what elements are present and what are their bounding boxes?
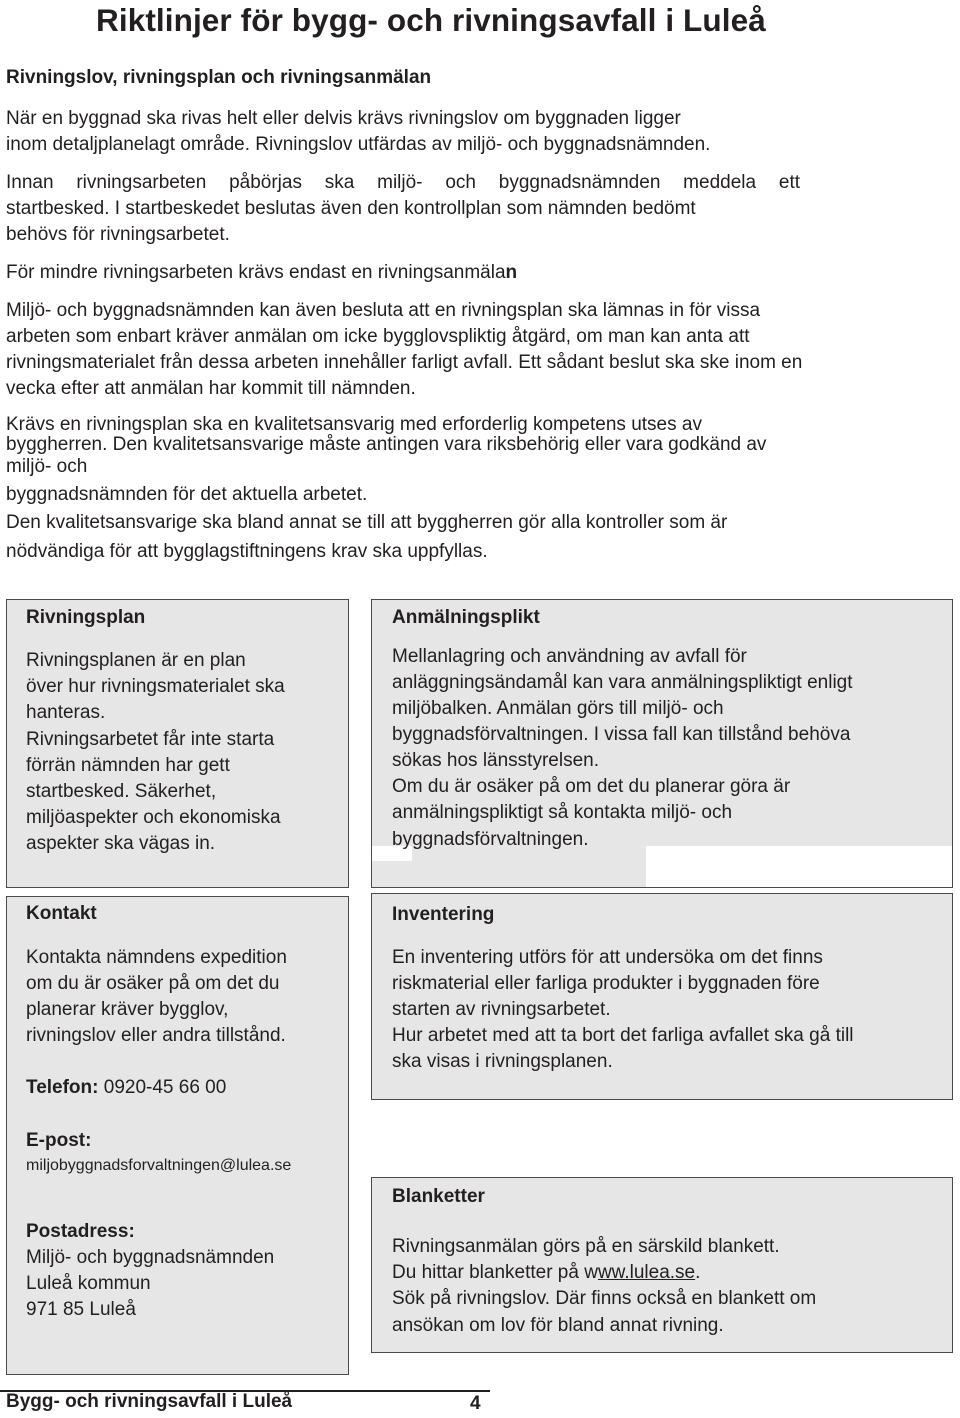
rivningsplan-line: förrän nämnden har gett	[26, 755, 230, 776]
anmalningsplikt-box	[371, 599, 953, 888]
rivningsplan-line: aspekter ska vägas in.	[26, 833, 216, 854]
anmalningsplikt-line: anläggningsändamål kan vara anmälningspliktigt enligt	[392, 672, 853, 693]
rivningsplan-line: hanteras.	[26, 702, 106, 723]
inventering-title: Inventering	[392, 904, 495, 925]
intro-line: behövs för rivningsarbetet.	[6, 224, 230, 245]
quality-line: Krävs en rivningsplan ska en kvalitetsansvarig med erforderlig kompetens utses av	[6, 414, 702, 435]
phone-line	[26, 1077, 226, 1099]
email-label: E-post:	[26, 1130, 92, 1151]
inventering-line: ska visas i rivningsplanen.	[392, 1051, 613, 1072]
anmalningsplikt-line: byggnadsförvaltningen.	[392, 829, 589, 850]
rivningsplan-title: Rivningsplan	[26, 607, 146, 628]
postal-line: Miljö- och byggnadsnämnden	[26, 1247, 275, 1268]
rivningsplan-line: över hur rivningsmaterialet ska	[26, 676, 285, 697]
anmalningsplikt-line: sökas hos länsstyrelsen.	[392, 750, 599, 771]
anmalningsplikt-line: Mellanlagring och användning av avfall för	[392, 646, 747, 667]
kontakt-line: om du är osäker på om det du	[26, 973, 280, 994]
footer-title: Bygg- och rivningsavfall i Luleå	[6, 1391, 293, 1412]
inventering-box	[371, 893, 953, 1100]
kontakt-title: Kontakt	[26, 903, 97, 924]
rivningsplan-line: startbesked. Säkerhet,	[26, 781, 217, 802]
blanketter-line: Rivningsanmälan görs på en särskild blankett.	[392, 1236, 780, 1257]
kontakt-line: planerar kräver bygglov,	[26, 999, 229, 1020]
blanketter-line: ansökan om lov för bland annat rivning.	[392, 1315, 724, 1336]
kontakt-box	[6, 896, 349, 1375]
blanketter-box	[371, 1177, 953, 1353]
email-value: miljobyggnadsforvaltningen@lulea.se	[26, 1157, 292, 1174]
intro-line: Innan rivningsarbeten påbörjas ska miljö- och byggnadsnämnden meddela ett	[6, 172, 800, 193]
intro-line: När en byggnad ska rivas helt eller delvis krävs rivningslov om byggnaden ligger	[6, 108, 681, 129]
lulea-link[interactable]: ww.lulea.se	[597, 1262, 696, 1283]
quality-line: miljö- och	[6, 456, 88, 477]
blanketter-title: Blanketter	[392, 1186, 485, 1207]
rivningsplan-line: miljöaspekter och ekonomiska	[26, 807, 281, 828]
anmalningsplikt-title: Anmälningsplikt	[392, 607, 540, 628]
inventering-line: Hur arbetet med att ta bort det farliga avfallet ska gå till	[392, 1025, 854, 1046]
quality-line: Den kvalitetsansvarige ska bland annat se till att byggherren gör alla kontroller som är	[6, 512, 728, 533]
inventering-line: riskmaterial eller farliga produkter i byggnaden före	[392, 973, 820, 994]
postal-line: 971 85 Luleå	[26, 1299, 136, 1320]
rivningsplan-line: Rivningsarbetet får inte starta	[26, 729, 275, 750]
quality-line: byggnadsnämnden för det aktuella arbetet.	[6, 484, 368, 505]
plan-line: rivningsmaterialet från dessa arbeten innehåller farligt avfall. Ett sådant beslut ska ske inom en	[6, 352, 803, 373]
kontakt-line: Kontakta nämndens expedition	[26, 947, 287, 968]
inventering-line: starten av rivningsarbetet.	[392, 999, 611, 1020]
quality-line: nödvändiga för att bygglagstiftningens krav ska uppfyllas.	[6, 541, 488, 562]
white-patch	[646, 846, 952, 887]
postal-label: Postadress:	[26, 1221, 135, 1242]
section-heading: Rivningslov, rivningsplan och rivningsanmälan	[6, 67, 432, 88]
page-number: 4	[470, 1393, 481, 1414]
small-works-text: För mindre rivningsarbeten krävs endast en rivningsanmälan	[6, 262, 518, 283]
anmalningsplikt-line: Om du är osäker på om det du planerar göra är	[392, 776, 791, 797]
rivningsplan-box	[6, 599, 349, 888]
blanketter-line: Du hittar blanketter på www.lulea.se.	[392, 1262, 701, 1283]
intro-line: startbesked. I startbeskedet beslutas även den kontrollplan som nämnden bedömt	[6, 198, 696, 219]
phone-label: Telefon:	[26, 1077, 99, 1098]
phone-value: 0920-45 66 00	[98, 1077, 227, 1098]
plan-line: arbeten som enbart kräver anmälan om icke bygglovspliktig åtgärd, om man kan anta att	[6, 326, 750, 347]
anmalningsplikt-line: miljöbalken. Anmälan görs till miljö- och	[392, 698, 724, 719]
plan-line: Miljö- och byggnadsnämnden kan även besluta att en rivningsplan ska lämnas in för vissa	[6, 300, 761, 321]
quality-line: byggherren. Den kvalitetsansvarige måste antingen vara riksbehörig eller vara godkänd av	[6, 434, 767, 455]
anmalningsplikt-line: byggnadsförvaltningen. I vissa fall kan tillstånd behöva	[392, 724, 851, 745]
page-title: Riktlinjer för bygg- och rivningsavfall i Luleå	[96, 2, 766, 38]
intro-line: inom detaljplanelagt område. Rivningslov utfärdas av miljö- och byggnadsnämnden.	[6, 134, 711, 155]
anmalningsplikt-line: anmälningspliktigt så kontakta miljö- och	[392, 802, 733, 823]
rivningsplan-line: Rivningsplanen är en plan	[26, 650, 246, 671]
postal-line: Luleå kommun	[26, 1273, 151, 1294]
kontakt-line: rivningslov eller andra tillstånd.	[26, 1025, 286, 1046]
blanketter-line: Sök på rivningslov. Där finns också en blankett om	[392, 1288, 817, 1309]
inventering-line: En inventering utförs för att undersöka om det finns	[392, 947, 823, 968]
plan-line: vecka efter att anmälan har kommit till nämnden.	[6, 378, 416, 399]
